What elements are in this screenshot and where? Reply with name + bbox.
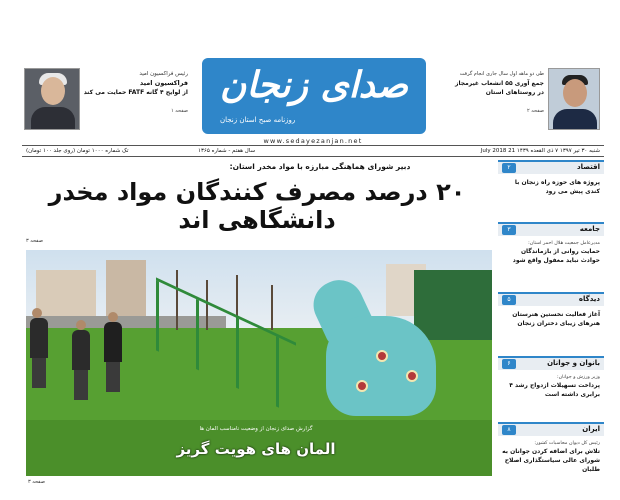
left-teaser-page: صفحه ۱ xyxy=(171,108,188,114)
vase-sculpture xyxy=(316,280,436,420)
sidebar-section-economy[interactable] xyxy=(498,160,604,196)
left-teaser[interactable] xyxy=(20,60,190,142)
sidebar-index xyxy=(498,160,604,490)
section-headline: تلاش برای اضافه کردن جوانان به شورای عالی سیاستگذاری اصلاح طلبان xyxy=(502,448,600,473)
photo-caption-kicker: گزارش صدای زنجان از وضعیت نامناسب المان ها xyxy=(199,426,313,432)
right-teaser-subtitle: در روستاهای استان xyxy=(485,89,544,96)
sidebar-section-iran[interactable] xyxy=(498,422,604,474)
lead-photo[interactable] xyxy=(26,250,492,476)
section-kicker: رئیس کل دیوان محاسبات کشور: xyxy=(534,441,600,446)
section-page-number: ۳ xyxy=(502,225,516,235)
section-headline: حمایت روانی از بازماندگان حوادث نباید مغفول واقع شود xyxy=(512,248,600,264)
left-teaser-subtitle: از لوایح ۴ گانه FATF حمایت می کند xyxy=(83,89,188,96)
sidebar-section-society[interactable] xyxy=(498,222,604,265)
photo-caption[interactable]: المان های هویت گریز xyxy=(176,440,336,458)
section-page-number: ۵ xyxy=(502,295,516,305)
issue-date: شنبه ۳۰ تیر ۱۳۹۷ ۷ ذی القعده ۱۴۳۹ 21 July 2018 xyxy=(480,148,600,154)
issue-price: تک شماره ۱۰۰۰ تومان (روی جلد ۱۰۰ تومان) xyxy=(26,148,129,154)
sidebar-section-viewpoint[interactable] xyxy=(498,292,604,328)
section-label: ایران xyxy=(582,425,600,433)
masthead xyxy=(20,58,604,146)
headline-page-ref: صفحه ۳ xyxy=(26,238,43,244)
main-headline[interactable]: ۲۰ درصد مصرف کنندگان مواد مخدر دانشگاهی اند xyxy=(48,178,466,234)
right-teaser-kicker: طی دو ماهه اول سال جاری انجام گرفت xyxy=(459,71,544,77)
right-teaser-page: صفحه ۲ xyxy=(527,108,544,114)
section-headline: پروژه های حوزه راه زنجان با کندی پیش می رود xyxy=(514,179,600,195)
headline-kicker: دبیر شورای هماهنگی مبارزه با مواد مخدر استان: xyxy=(229,162,411,171)
portrait-photo-right xyxy=(548,68,600,130)
section-page-number: ۸ xyxy=(502,425,516,435)
portrait-photo-left xyxy=(24,68,80,130)
section-label: دیدگاه xyxy=(578,295,600,303)
photo-page-ref: صفحه ۳ xyxy=(28,479,45,485)
left-teaser-kicker: رئیس فراکسیون امید xyxy=(139,71,188,77)
section-page-number: ۲ xyxy=(502,163,516,173)
section-label: اقتصاد xyxy=(577,163,600,171)
issue-number: سال هفتم - شماره ۱۳۶۵ xyxy=(198,148,256,154)
section-label: جامعه xyxy=(579,225,600,233)
sidebar-section-women-youth[interactable] xyxy=(498,356,604,399)
right-teaser[interactable] xyxy=(432,60,604,142)
logo-subtitle: روزنامه صبح استان زنجان xyxy=(220,116,296,124)
left-teaser-title: فراکسیون امید xyxy=(139,79,188,87)
section-page-number: ۶ xyxy=(502,359,516,369)
section-label: بانوان و جوانان xyxy=(547,359,600,367)
section-kicker: وزیر ورزش و جوانان: xyxy=(556,375,600,380)
right-teaser-title: جمع آوری ۵۵ انشعاب غیرمجاز xyxy=(455,80,544,87)
logo-text: صدای زنجان xyxy=(219,64,409,106)
section-kicker: مدیرعامل جمعیت هلال احمر استان: xyxy=(528,241,600,246)
date-line xyxy=(22,145,604,157)
section-headline: پرداخت تسهیلات ازدواج رشد ۴ برابری داشته است xyxy=(509,382,600,398)
section-headline: آغاز فعالیت نخستین هنرستان هنرهای زیبای دختران زنجان xyxy=(512,311,600,327)
website-url[interactable]: www.sedayezanjan.net xyxy=(263,137,363,145)
newspaper-logo[interactable] xyxy=(202,58,426,134)
